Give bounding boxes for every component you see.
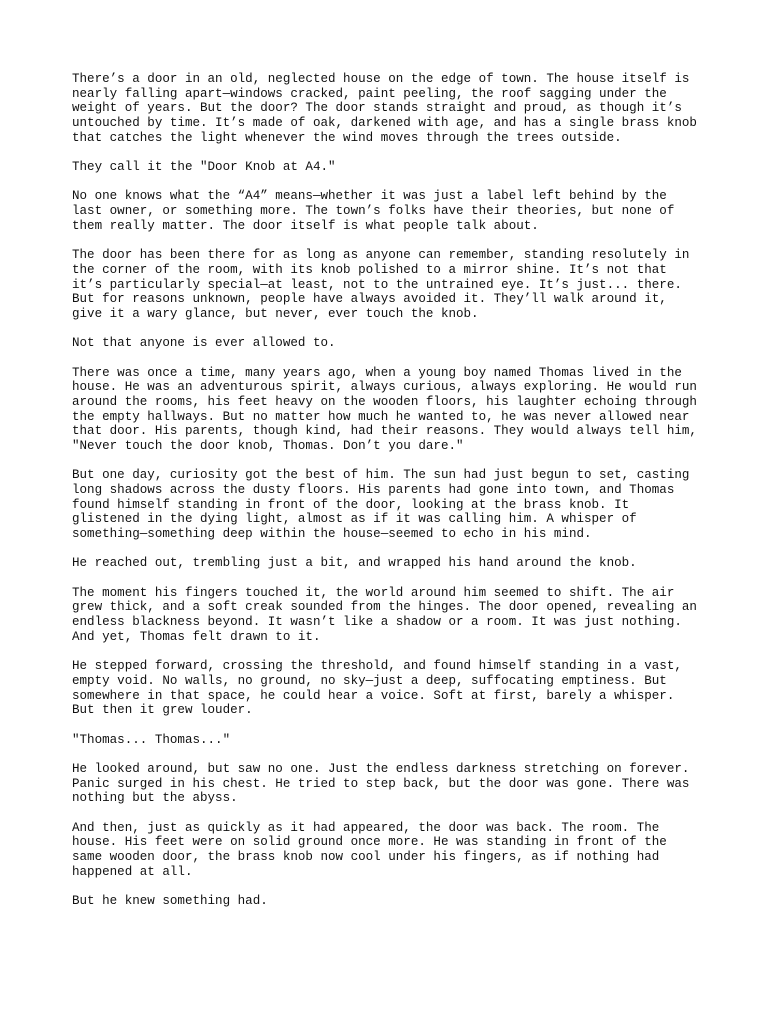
paragraph-11: "Thomas... Thomas..." (72, 732, 231, 747)
paragraph-1: There’s a door in an old, neglected house on the edge of town. The house itself is nearly falling apart—windows cracked, paint peeling, the roof sagging under the weight of years. But the door? The door stands straight and proud, as though it’s untouched by time. It’s made of oak, darkened with age, and has a single brass knob that catches the light whenever the wind moves through the trees outside. (72, 72, 697, 145)
paragraph-14: But he knew something had. (72, 893, 268, 908)
paragraph-12: He looked around, but saw no one. Just the endless darkness stretching on forever. Panic surged in his chest. He tried to step back, but the door was gone. There was nothing but the abyss. (72, 761, 690, 806)
document-page (72, 72, 712, 923)
paragraph-3: No one knows what the “A4” means—whether it was just a label left behind by the last owner, or something more. The town’s folks have their theories, but none of them really matter. The door itself is what people talk about. (72, 189, 675, 233)
paragraph-10: He stepped forward, crossing the threshold, and found himself standing in a vast, empty void. No walls, no ground, no sky—just a deep, suffocating emptiness. But somewhere in that space, he could hear a voice. Soft at first, barely a whisper. But then it grew louder. (72, 659, 682, 718)
paragraph-7: But one day, curiosity got the best of him. The sun had just begun to set, casting long shadows across the dusty floors. His parents had gone into town, and Thomas found himself standing in front of the door, looking at the brass knob. It glistened in the dying light, almost as if it was calling him. A whisper of something—something deep within the house—seemed to echo in his mind. (72, 468, 690, 542)
paragraph-9: The moment his fingers touched it, the world around him seemed to shift. The air grew thick, and a soft creak sounded from the hinges. The door opened, revealing an endless blackness beyond. It wasn’t like a shadow or a room. It was just nothing. And yet, Thomas felt drawn to it. (72, 585, 697, 644)
paragraph-13: And then, just as quickly as it had appeared, the door was back. The room. The house. His feet were on solid ground once more. He was standing in front of the same wooden door, the brass knob now cool under his fingers, as if nothing had happened at all. (72, 820, 667, 879)
paragraph-8: He reached out, trembling just a bit, and wrapped his hand around the knob. (72, 556, 637, 571)
paragraph-5: Not that anyone is ever allowed to. (72, 336, 336, 351)
paragraph-2: They call it the "Door Knob at A4." (72, 160, 336, 175)
paragraph-6: There was once a time, many years ago, when a young boy named Thomas lived in the house. He was an adventurous spirit, always curious, always exploring. He would run around the rooms, his feet heavy on the wooden floors, his laughter echoing through the empty hallways. But no matter how much he wanted to, he was never allowed near that door. His parents, though kind, had their reasons. They would always tell him, "Never touch the door knob, Thomas. Don’t you dare." (72, 365, 697, 454)
paragraph-4: The door has been there for as long as anyone can remember, standing resolutely in the corner of the room, with its knob polished to a mirror shine. It’s not that it’s particularly special—at least, not to the untrained eye. It’s just... there. But for reasons unknown, people have always avoided it. They’ll walk around it, give it a wary glance, but never, ever touch the knob. (72, 248, 690, 321)
